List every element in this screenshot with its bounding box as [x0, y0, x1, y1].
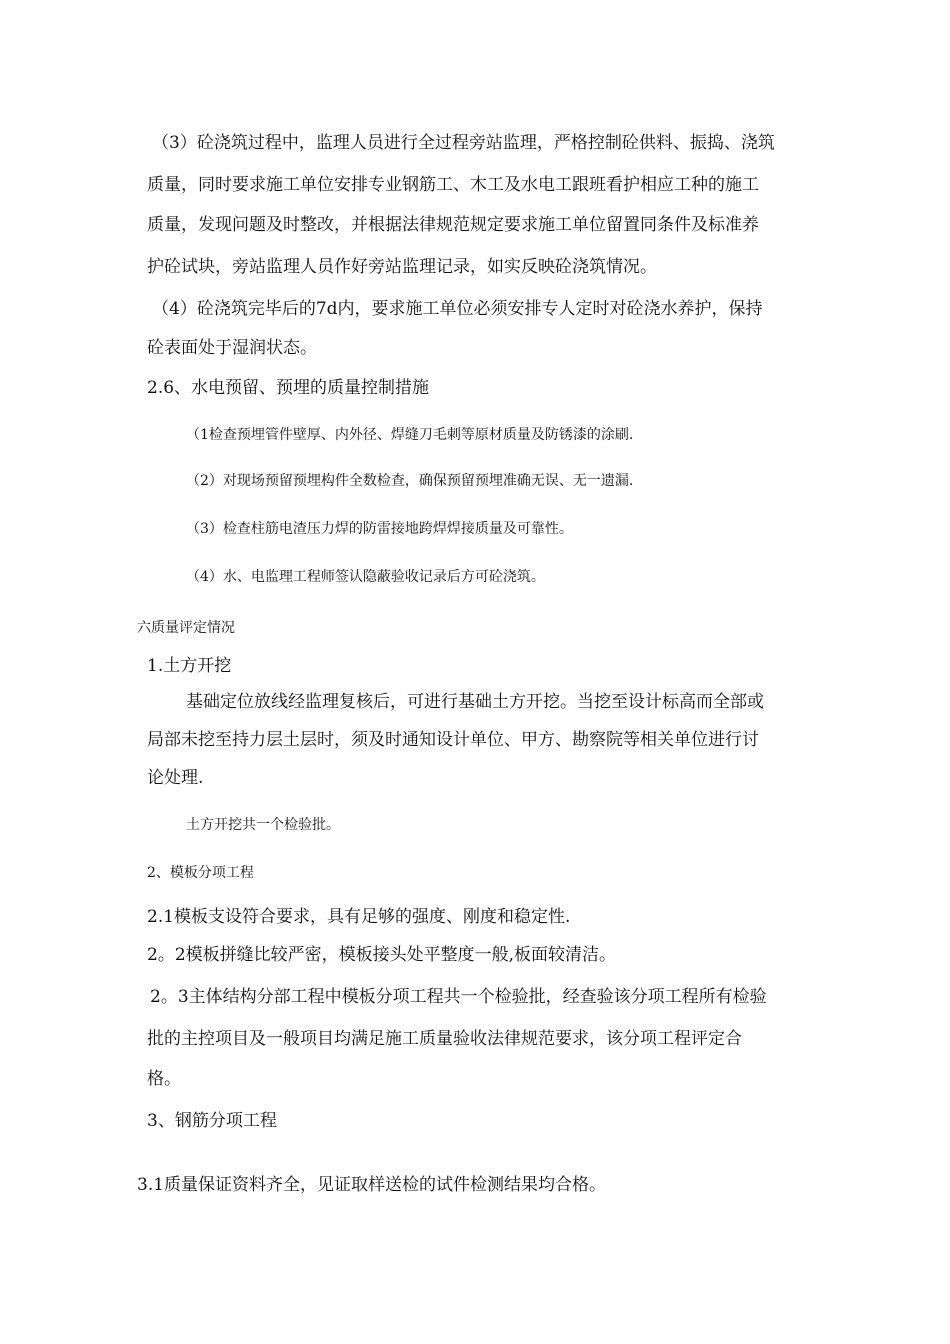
paragraph-line: 论处理.: [147, 768, 204, 788]
paragraph-line: （3）砼浇筑过程中，监理人员进行全过程旁站监理，严格控制砼供料、振捣、浇筑: [152, 133, 775, 153]
paragraph-line: 批的主控项目及一般项目均满足施工质量验收法律规范要求，该分项工程评定合: [147, 1029, 742, 1049]
section-heading: 六质量评定情况: [137, 620, 235, 636]
paragraph-line: 基础定位放线经监理复核后，可进行基础土方开挖。当挖至设计标高而全部或: [186, 692, 764, 712]
section-heading: 1.土方开挖: [147, 656, 232, 676]
paragraph-line: 2。2模板拼缝比较严密，模板接头处平整度一般,板面较清洁。: [147, 945, 617, 965]
paragraph-line: 质量，发现问题及时整改，并根据法律规范规定要求施工单位留置同条件及标准养: [147, 215, 759, 235]
section-heading: 2、模板分项工程: [147, 865, 254, 881]
list-item: （4）水、电监理工程师签认隐蔽验收记录后方可砼浇筑。: [186, 569, 545, 585]
paragraph-line: 护砼试块，旁站监理人员作好旁站监理记录，如实反映砼浇筑情况。: [147, 257, 657, 277]
list-item: （3）检查柱筋电渣压力焊的防雷接地跨焊焊接质量及可靠性。: [186, 521, 573, 537]
paragraph-line: 砼表面处于湿润状态。: [147, 338, 317, 358]
paragraph-line: 3.1质量保证资料齐全，见证取样送检的试件检测结果均合格。: [137, 1175, 607, 1195]
list-item: （2）对现场预留预埋构件全数检查，确保预留预埋准确无误、无一遗漏.: [186, 473, 634, 489]
paragraph-line: 局部未挖至持力层土层时，须及时通知设计单位、甲方、勘察院等相关单位进行讨: [147, 730, 759, 750]
paragraph-line: 2。3主体结构分部工程中模板分项工程共一个检验批，经查验该分项工程所有检验: [150, 987, 767, 1007]
paragraph-line: 土方开挖共一个检验批。: [186, 817, 340, 833]
section-heading: 2.6、水电预留、预埋的质量控制措施: [147, 378, 430, 398]
paragraph-line: （4）砼浇筑完毕后的7d内，要求施工单位必须安排专人定时对砼浇水养护，保持: [152, 299, 763, 319]
section-heading: 3、钢筋分项工程: [147, 1111, 277, 1131]
paragraph-line: 质量，同时要求施工单位安排专业钢筋工、木工及水电工跟班看护相应工种的施工: [147, 175, 759, 195]
list-item: （1检查预埋管件壁厚、内外径、焊缝刀毛刺等原材质量及防锈漆的涂刷.: [186, 427, 634, 443]
paragraph-line: 格。: [147, 1069, 181, 1089]
paragraph-line: 2.1模板支设符合要求，具有足够的强度、刚度和稳定性.: [147, 907, 571, 927]
